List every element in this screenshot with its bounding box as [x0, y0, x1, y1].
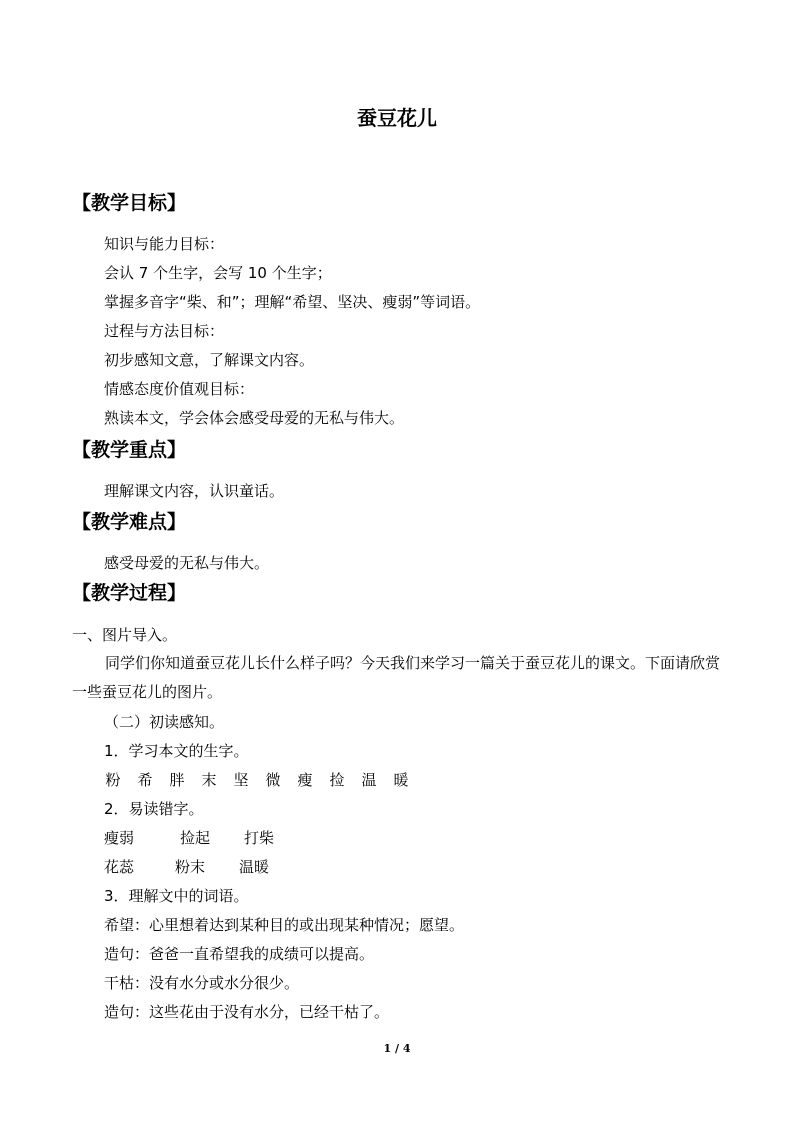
intro-paragraph: 同学们你知道蚕豆花儿长什么样子吗？今天我们来学习一篇关于蚕豆花儿的课文。下面请欣赏一些蚕豆花儿的图片。: [72, 654, 721, 701]
goal-line: 过程与方法目标：: [104, 322, 225, 340]
new-character: 胖: [169, 771, 185, 789]
hard-word: 打柴: [244, 829, 275, 847]
document-title: 蚕豆花儿: [357, 106, 437, 130]
new-character: 粉: [105, 771, 121, 789]
goal-line: 会认 7 个生字，会写 10 个生字；: [104, 264, 332, 282]
hard-words-row: [104, 856, 269, 878]
goal-line: 初步感知文意，了解课文内容。: [104, 351, 315, 369]
example-sentence: 造句：这些花由于没有水分，已经干枯了。: [104, 1003, 390, 1021]
new-character: 坚: [233, 771, 249, 789]
new-character: 暖: [393, 771, 409, 789]
new-character: 希: [137, 771, 153, 789]
heading-teaching-process: 【教学过程】: [72, 582, 187, 604]
new-characters-list: [104, 769, 410, 791]
goal-line: 掌握多音字“柴、和”；理解“希望、坚决、瘦弱”等词语。: [104, 293, 481, 311]
goal-line: 情感态度价值观目标：: [104, 380, 255, 398]
process-subsection-heading: （二）初读感知。: [104, 713, 225, 731]
word-definition: 希望：心里想着达到某种目的或出现某种情况；愿望。: [104, 916, 465, 934]
new-character: 瘦: [297, 771, 313, 789]
step-heading: 1．学习本文的生字。: [104, 742, 249, 760]
hard-word: 粉末: [175, 858, 206, 876]
heading-key-points: 【教学重点】: [72, 439, 187, 461]
new-character: 末: [201, 771, 217, 789]
word-definition: 干枯：没有水分或水分很少。: [104, 974, 300, 992]
goal-line: 熟读本文，学会体会感受母爱的无私与伟大。: [104, 409, 405, 427]
hard-word: 捡起: [180, 829, 211, 847]
hard-word: 瘦弱: [104, 829, 135, 847]
hard-word: 花蕊: [104, 858, 135, 876]
heading-teaching-goals: 【教学目标】: [72, 192, 187, 214]
key-point-text: 理解课文内容，认识童话。: [104, 482, 285, 500]
goal-line: 知识与能力目标：: [104, 235, 225, 253]
difficulty-text: 感受母爱的无私与伟大。: [104, 554, 270, 572]
hard-words-row: [104, 827, 274, 849]
new-character: 温: [361, 771, 377, 789]
step-heading: 2．易读错字。: [104, 800, 204, 818]
new-character: 捡: [329, 771, 345, 789]
hard-word: 温暖: [239, 858, 270, 876]
process-section-heading: 一、图片导入。: [72, 626, 178, 644]
example-sentence: 造句：爸爸一直希望我的成绩可以提高。: [104, 945, 375, 963]
new-character: 微: [265, 771, 281, 789]
page-number: 1 / 4: [383, 1042, 411, 1055]
step-heading: 3．理解文中的词语。: [104, 887, 249, 905]
heading-difficulties: 【教学难点】: [72, 511, 187, 533]
